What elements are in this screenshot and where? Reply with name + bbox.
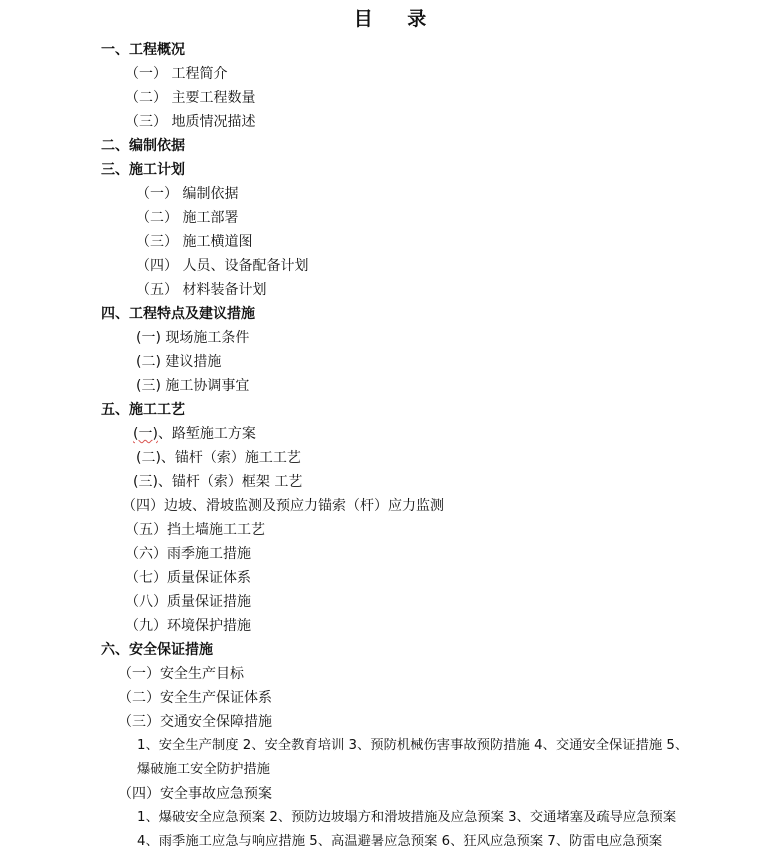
toc-item-3-3: （三） 施工横道图 xyxy=(136,234,253,250)
toc-item-6-2: （二）安全生产保证体系 xyxy=(118,690,272,706)
toc-item-1-2: （二） 主要工程数量 xyxy=(125,90,256,106)
toc-subline-6-4b: 4、雨季施工应急与响应措施 5、高温避暑应急预案 6、狂风应急预案 7、防雷电应急预案 xyxy=(137,834,663,849)
toc-item-5-5: （五）挡土墙施工工艺 xyxy=(125,522,265,538)
spellcheck-underline: (一) xyxy=(133,426,158,442)
toc-heading-1: 一、工程概况 xyxy=(101,42,185,58)
toc-item-4-2: (二) 建议措施 xyxy=(136,354,222,370)
toc-subline-6-4a: 1、爆破安全应急预案 2、预防边坡塌方和滑坡措施及应急预案 3、交通堵塞及疏导应急预案 xyxy=(137,810,677,825)
toc-heading-5: 五、施工工艺 xyxy=(101,402,185,418)
toc-item-1-3: （三） 地质情况描述 xyxy=(125,114,256,130)
toc-item-5-1 xyxy=(0,422,780,446)
toc-heading-2: 二、编制依据 xyxy=(101,138,185,154)
toc-item-5-9: （九）环境保护措施 xyxy=(125,618,251,634)
toc-heading-6: 六、安全保证措施 xyxy=(101,642,213,658)
toc-item-5-7: （七）质量保证体系 xyxy=(125,570,251,586)
toc-item-6-3: （三）交通安全保障措施 xyxy=(118,714,272,730)
document-title: 目 录 xyxy=(353,8,441,30)
toc-item-5-1-text: 、路堑施工方案 xyxy=(157,426,256,442)
toc-item-5-6: （六）雨季施工措施 xyxy=(125,546,251,562)
toc-item-6-4: （四）安全事故应急预案 xyxy=(118,786,272,802)
toc-heading-4: 四、工程特点及建议措施 xyxy=(101,306,255,322)
toc-item-3-2: （二） 施工部署 xyxy=(136,210,239,226)
toc-item-3-4: （四） 人员、设备配备计划 xyxy=(136,258,309,274)
toc-item-5-2: (二)、锚杆（索）施工工艺 xyxy=(136,450,301,466)
toc-heading-3: 三、施工计划 xyxy=(101,162,185,178)
toc-subline-6-3b: 爆破施工安全防护措施 xyxy=(137,762,270,777)
toc-item-3-5: （五） 材料装备计划 xyxy=(136,282,267,298)
toc-item-4-3: (三) 施工协调事宜 xyxy=(136,378,250,394)
toc-item-5-3: (三)、锚杆（索）框架 工艺 xyxy=(133,474,303,490)
toc-item-4-1: (一) 现场施工条件 xyxy=(136,330,250,346)
toc-item-5-8: （八）质量保证措施 xyxy=(125,594,251,610)
toc-item-1-1: （一） 工程简介 xyxy=(125,66,228,82)
toc-item-5-4: （四）边坡、滑坡监测及预应力锚索（杆）应力监测 xyxy=(122,498,444,514)
toc-item-3-1: （一） 编制依据 xyxy=(136,186,239,202)
toc-subline-6-3a: 1、安全生产制度 2、安全教育培训 3、预防机械伤害事故预防措施 4、交通安全保证措施 5、 xyxy=(137,738,689,753)
table-of-contents xyxy=(0,38,780,854)
toc-item-6-1: （一）安全生产目标 xyxy=(118,666,244,682)
